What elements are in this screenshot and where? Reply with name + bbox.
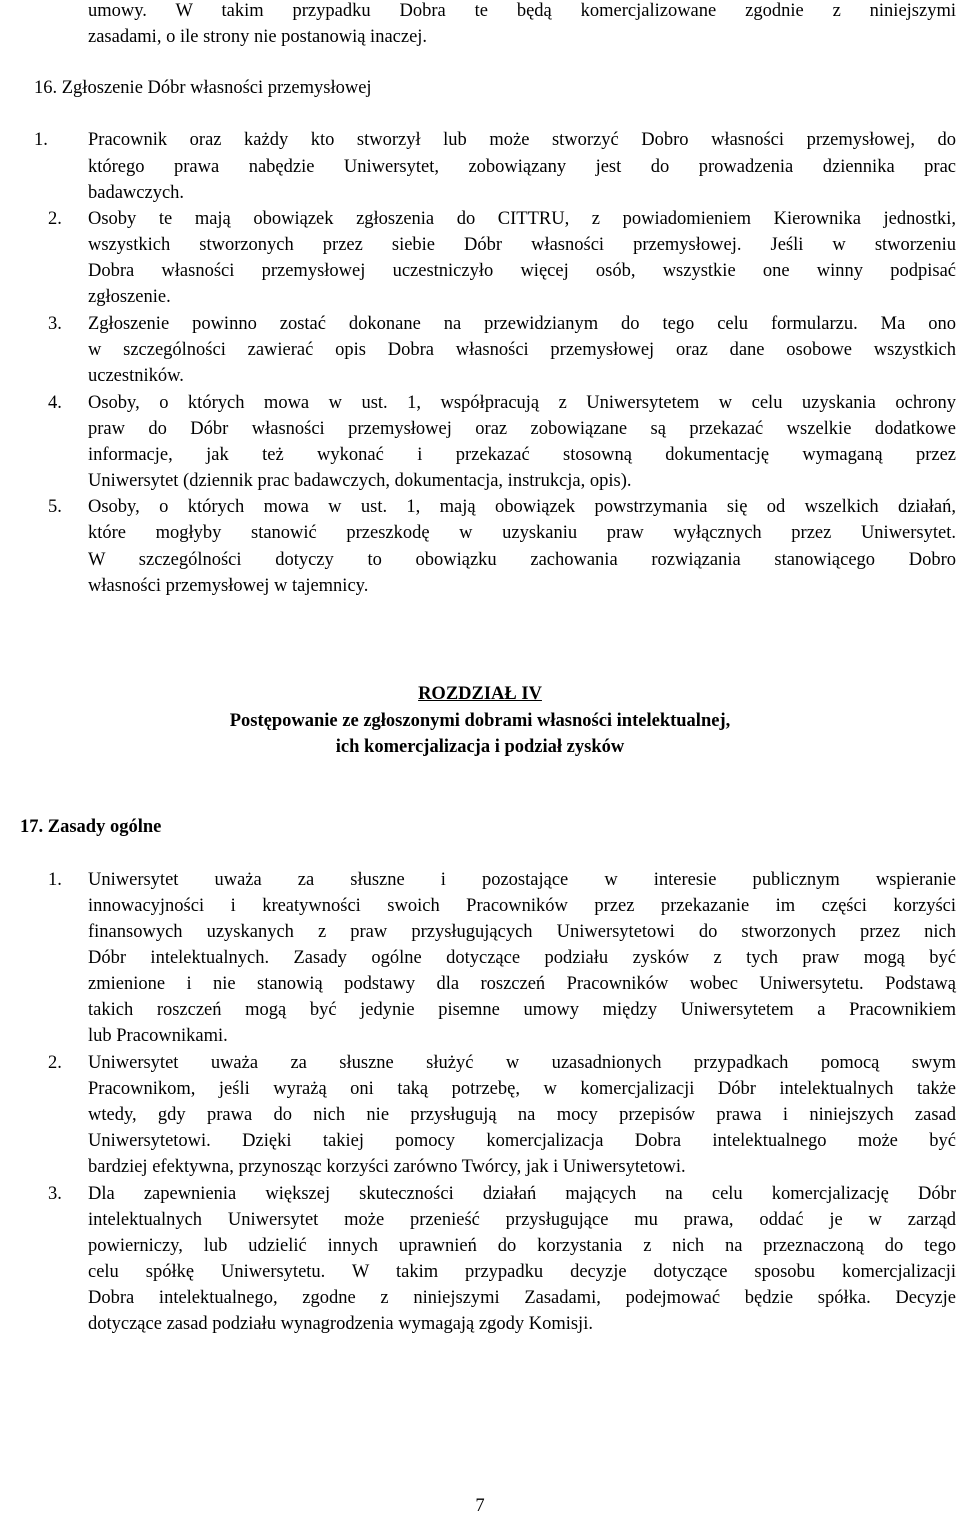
item-line: lub Pracownikami. xyxy=(88,1026,228,1046)
item-line: Pracownikom, jeśli wyrażą oni taką potrzebę, w komercjalizacji Dóbr intelektualnych także xyxy=(88,1079,956,1099)
item-number: 2. xyxy=(48,209,62,229)
item-line: w szczególności zawierać opis Dobra własności przemysłowej oraz dane osobowe wszystkich xyxy=(88,340,956,360)
item-line: Dóbr intelektualnych. Zasady ogólne dotyczące podziału zysków z tych praw mogą być xyxy=(88,948,956,968)
item-line: bardziej efektywna, przynosząc korzyści zarówno Twórcy, jak i Uniwersytetowi. xyxy=(88,1157,686,1177)
item-line: zmienione i nie stanowią podstawy dla roszczeń Pracowników wobec Uniwersytetu. Podstawą xyxy=(88,974,956,994)
item-line: W szczególności dotyczy to obowiązku zachowania rozwiązania stanowiącego Dobro xyxy=(88,550,956,570)
item-number: 3. xyxy=(48,314,62,334)
paragraph-line: umowy. W takim przypadku Dobra te będą komercjalizowane zgodnie z niniejszymi xyxy=(88,1,956,21)
item-line: takich roszczeń mogą być jedynie pisemne umowy między Uniwersytetem a Pracownikiem xyxy=(88,1000,956,1020)
item-number: 1. xyxy=(48,870,62,890)
page-number: 7 xyxy=(475,1496,485,1516)
item-line: informacje, jak też wykonać i przekazać stosowną dokumentację wymaganą przez xyxy=(88,445,956,465)
chapter-subtitle-line: ich komercjalizacja i podział zysków xyxy=(335,737,625,757)
item-line: wszystkich stworzonych przez siebie Dóbr własności przemysłowej. Jeśli w stworzeniu xyxy=(88,235,956,255)
chapter-title: ROZDZIAŁ IV xyxy=(418,684,542,704)
item-line: Dobra intelektualnego, zgodne z niniejszymi Zasadami, podejmować będzie spółka. Decyzje xyxy=(88,1288,956,1308)
item-line: Dobra własności przemysłowej uczestniczyło więcej osób, wszystkie one winny podpisać xyxy=(88,261,956,281)
item-line: Osoby, o których mowa w ust. 1, mają obowiązek powstrzymania się od wszelkich działań, xyxy=(88,497,956,517)
item-line: Uniwersytet (dziennik prac badawczych, dokumentacja, instrukcja, opis). xyxy=(88,471,632,491)
item-line: powierniczy, lub udzielić innych uprawnień do korzystania z nich na przeznaczoną do tego xyxy=(88,1236,956,1256)
item-number: 4. xyxy=(48,393,62,413)
item-line: własności przemysłowej w tajemnicy. xyxy=(88,576,369,596)
item-line: Osoby, o których mowa w ust. 1, współpracują z Uniwersytetem w celu uzyskania ochrony xyxy=(88,393,956,413)
item-line: badawczych. xyxy=(88,183,185,203)
item-line: którego prawa nabędzie Uniwersytet, zobowiązany jest do prowadzenia dziennika prac xyxy=(88,157,956,177)
item-line: Pracownik oraz każdy kto stworzył lub może stworzyć Dobro własności przemysłowej, do xyxy=(88,130,956,150)
item-line: innowacyjności i kreatywności swoich Pracowników przez przekazanie im części korzyści xyxy=(88,896,956,916)
chapter-subtitle-line: Postępowanie ze zgłoszonymi dobrami własności intelektualnej, xyxy=(229,711,731,731)
item-line: dotyczące zasad podziału wynagrodzenia wymagają zgody Komisji. xyxy=(88,1314,593,1334)
item-number: 2. xyxy=(48,1053,62,1073)
item-line: Dla zapewnienia większej skuteczności działań mających na celu komercjalizację Dóbr xyxy=(88,1184,956,1204)
item-line: Uniwersytet uważa za słuszne i pozostające w interesie publicznym wspieranie xyxy=(88,870,956,890)
item-number: 1. xyxy=(34,130,48,150)
item-number: 5. xyxy=(48,497,62,517)
item-line: intelektualnych Uniwersytet może przenieść przysługujące mu prawa, oddać je w zarząd xyxy=(88,1210,956,1230)
item-number: 3. xyxy=(48,1184,62,1204)
item-line: uczestników. xyxy=(88,366,184,386)
item-line: zgłoszenie. xyxy=(88,287,171,307)
section-heading: 16. Zgłoszenie Dóbr własności przemysłowej xyxy=(34,78,372,98)
item-line: praw do Dóbr własności przemysłowej oraz zobowiązane są przekazać wszelkie dodatkowe xyxy=(88,419,956,439)
item-line: celu spółkę Uniwersytetu. W takim przypadku decyzje dotyczące sposobu komercjalizacji xyxy=(88,1262,956,1282)
section-heading: 17. Zasady ogólne xyxy=(20,817,162,837)
item-line: Uniwersytetowi. Dzięki takiej pomocy komercjalizacja Dobra intelektualnego może być xyxy=(88,1131,956,1151)
item-line: Uniwersytet uważa za słuszne służyć w uzasadnionych przypadkach pomocą swym xyxy=(88,1053,956,1073)
item-line: finansowych uzyskanych z praw przysługujących Uniwersytetowi do stworzonych przez nich xyxy=(88,922,956,942)
paragraph-line: zasadami, o ile strony nie postanowią inaczej. xyxy=(88,27,428,47)
item-line: wtedy, gdy prawa do nich nie przysługują na mocy przepisów prawa i niniejszych zasad xyxy=(88,1105,956,1125)
item-line: Osoby te mają obowiązek zgłoszenia do CITTRU, z powiadomieniem Kierownika jednostki, xyxy=(88,209,956,229)
item-line: które mogłyby stanowić przeszkodę w uzyskaniu praw wyłącznych przez Uniwersytet. xyxy=(88,523,956,543)
item-line: Zgłoszenie powinno zostać dokonane na przewidzianym do tego celu formularzu. Ma ono xyxy=(88,314,956,334)
